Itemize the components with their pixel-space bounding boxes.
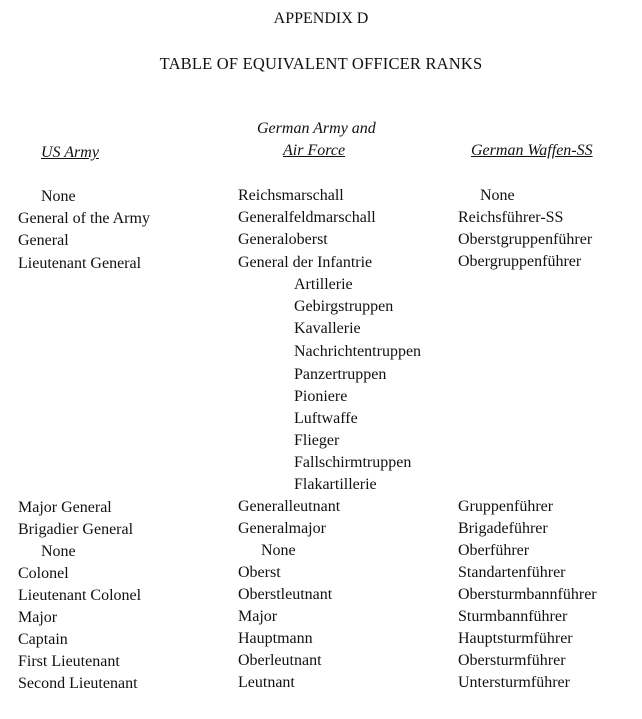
branch-item: Flakartillerie <box>294 476 377 493</box>
german-rank-cell: Reichsmarschall <box>238 187 344 204</box>
german-rank-cell: Oberleutnant <box>238 652 322 669</box>
ss-rank-cell: Reichsführer-SS <box>458 209 564 226</box>
ss-rank-cell: Obersturmbannführer <box>458 586 597 603</box>
ss-rank-cell: Untersturmführer <box>458 674 570 691</box>
german-rank-cell: Generalmajor <box>238 520 326 537</box>
us-rank-cell: Lieutenant General <box>18 255 142 272</box>
ss-rank-cell: Obergruppenführer <box>458 253 582 270</box>
ss-rank-cell: Standartenführer <box>458 564 566 581</box>
german-rank-cell: Major <box>238 608 278 625</box>
us-rank-cell: Colonel <box>18 565 69 582</box>
us-rank-cell: None <box>41 188 76 205</box>
ss-rank-cell: Hauptsturmführer <box>458 630 573 647</box>
appendix-label: APPENDIX D <box>273 10 369 27</box>
branch-item: Kavallerie <box>294 320 361 337</box>
header-us-army: US Army <box>41 144 99 161</box>
german-rank-cell: Generalleutnant <box>238 498 341 515</box>
header-german-army-line2: Air Force <box>283 142 346 159</box>
german-rank-cell: Generaloberst <box>238 231 328 248</box>
ss-rank-cell: Obersturmführer <box>458 652 566 669</box>
us-rank-cell: Captain <box>18 631 68 648</box>
page-title: TABLE OF EQUIVALENT OFFICER RANKS <box>159 54 483 73</box>
us-rank-cell: Major <box>18 609 58 626</box>
ss-rank-cell: Oberstgruppenführer <box>458 231 593 248</box>
branch-item: Luftwaffe <box>294 410 358 427</box>
branch-item: Flieger <box>294 432 340 449</box>
german-rank-cell: None <box>261 542 296 559</box>
branch-item: Artillerie <box>294 276 353 293</box>
us-rank-cell: First Lieutenant <box>18 653 120 670</box>
header-waffen-ss: German Waffen-SS <box>471 142 593 159</box>
ss-rank-cell: Oberführer <box>458 542 530 559</box>
us-rank-cell: General of the Army <box>18 210 150 227</box>
branch-item: Pioniere <box>294 388 348 405</box>
german-rank-cell: General der Infantrie <box>238 254 373 271</box>
german-rank-cell: Oberst <box>238 564 281 581</box>
us-rank-cell: Major General <box>18 499 112 516</box>
ss-rank-cell: Brigadeführer <box>458 520 548 537</box>
us-rank-cell: Brigadier General <box>18 521 134 538</box>
branch-item: Fallschirmtruppen <box>294 454 412 471</box>
german-rank-cell: Hauptmann <box>238 630 313 647</box>
ss-rank-cell: Gruppenführer <box>458 498 554 515</box>
us-rank-cell: General <box>18 232 69 249</box>
branch-item: Gebirgstruppen <box>294 298 394 315</box>
german-rank-cell: Leutnant <box>238 674 295 691</box>
ss-rank-cell: None <box>480 187 515 204</box>
german-rank-cell: Oberstleutnant <box>238 586 333 603</box>
us-rank-cell: None <box>41 543 76 560</box>
us-rank-cell: Lieutenant Colonel <box>18 587 142 604</box>
branch-item: Panzertruppen <box>294 366 387 383</box>
branch-item: Nachrichtentruppen <box>294 343 422 360</box>
us-rank-cell: Second Lieutenant <box>18 675 138 692</box>
header-german-army-line1: German Army and <box>257 120 376 137</box>
german-rank-cell: Generalfeldmarschall <box>238 209 376 226</box>
ss-rank-cell: Sturmbannführer <box>458 608 568 625</box>
